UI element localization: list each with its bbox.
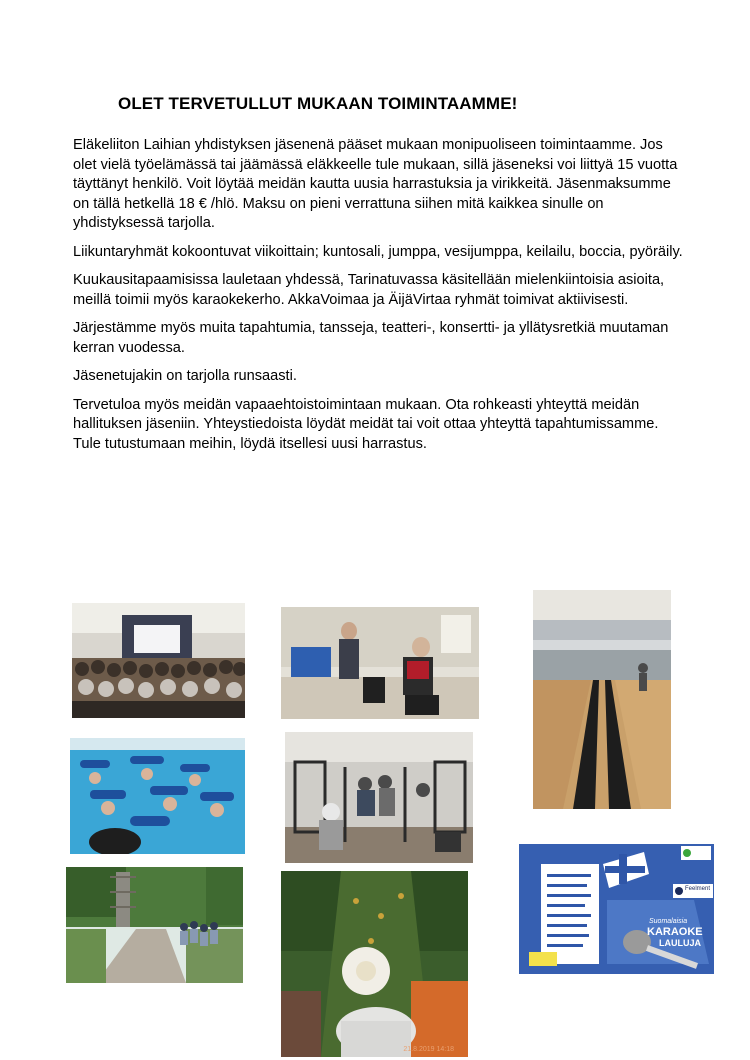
photo-outdoor-trip — [66, 867, 243, 983]
photo-auditorium — [72, 603, 245, 718]
photo-gym — [285, 732, 473, 863]
body-text — [73, 136, 683, 463]
photo-music-performance — [281, 607, 479, 719]
paragraph-benefits: Jäsenetujakin on tarjolla runsaasti. — [73, 368, 297, 384]
paragraph-meetings: Kuukausitapaamisissa lauletaan yhdessä, Tarinatuvassa käsitellään mielenkiintoisia asioita, meillä toimii myös karaokekerho. AkkaVoimaa ja ÄijäVirtaa ryhmät toimivat aktiivisesti. — [73, 272, 665, 308]
paragraph-volunteer: Tervetuloa myös meidän vapaaehtoistoimintaan mukaan. Ota rohkeasti yhteyttä meidän hallituksen jäseniin. Yhteystiedoista löydät meidät tai voit ottaa yhteyttä tapahtumissamme. Tule tutustumaan meihin, löydä itsellesi uusi harrastus. — [73, 396, 659, 452]
paragraph-events: Järjestämme myös muita tapahtumia, tansseja, teatteri-, konsertti- ja yllätysretkiä muutaman kerran vuodessa. — [73, 320, 669, 356]
paragraph-exercise: Liikuntaryhmät kokoontuvat viikoittain; kuntosali, jumppa, vesijumppa, keilailu, boccia, pyöräily. — [73, 243, 683, 260]
photo-timestamp: 21.8.2019 14:18 — [403, 1046, 454, 1053]
photo-karaoke-cover — [519, 844, 714, 974]
paragraph-membership: Eläkeliiton Laihian yhdistyksen jäsenenä pääset mukaan monipuoliseen toimintaamme. Jos olet vielä työelämässä tai jäämässä eläkkeelle tule mukaan, sillä jäseneksi voi liittyä 15 vuotta täyttänyt henkilö. Voit löytää meidän kautta uusia harrastuksia ja virikkeitä. Jäsenmaksumme on tällä hetkellä 18 € /hlö. Maksu on pieni verrattuna siihen mitä kaikkea sinulle on yhdistyksessä tarjolla. — [73, 137, 678, 231]
photo-handicraft — [281, 871, 468, 1057]
feelment-logo-text: Feelment — [685, 886, 711, 892]
photo-bowling — [533, 590, 671, 809]
karaoke-title-1: Suomalaisia — [649, 918, 688, 925]
page-heading: OLET TERVETULLUT MUKAAN TOIMINTAAMME! — [118, 94, 518, 113]
karaoke-title-2: KARAOKE — [647, 926, 703, 938]
photo-water-aerobics — [70, 738, 245, 854]
karaoke-title-3: LAULUJA — [659, 938, 701, 948]
